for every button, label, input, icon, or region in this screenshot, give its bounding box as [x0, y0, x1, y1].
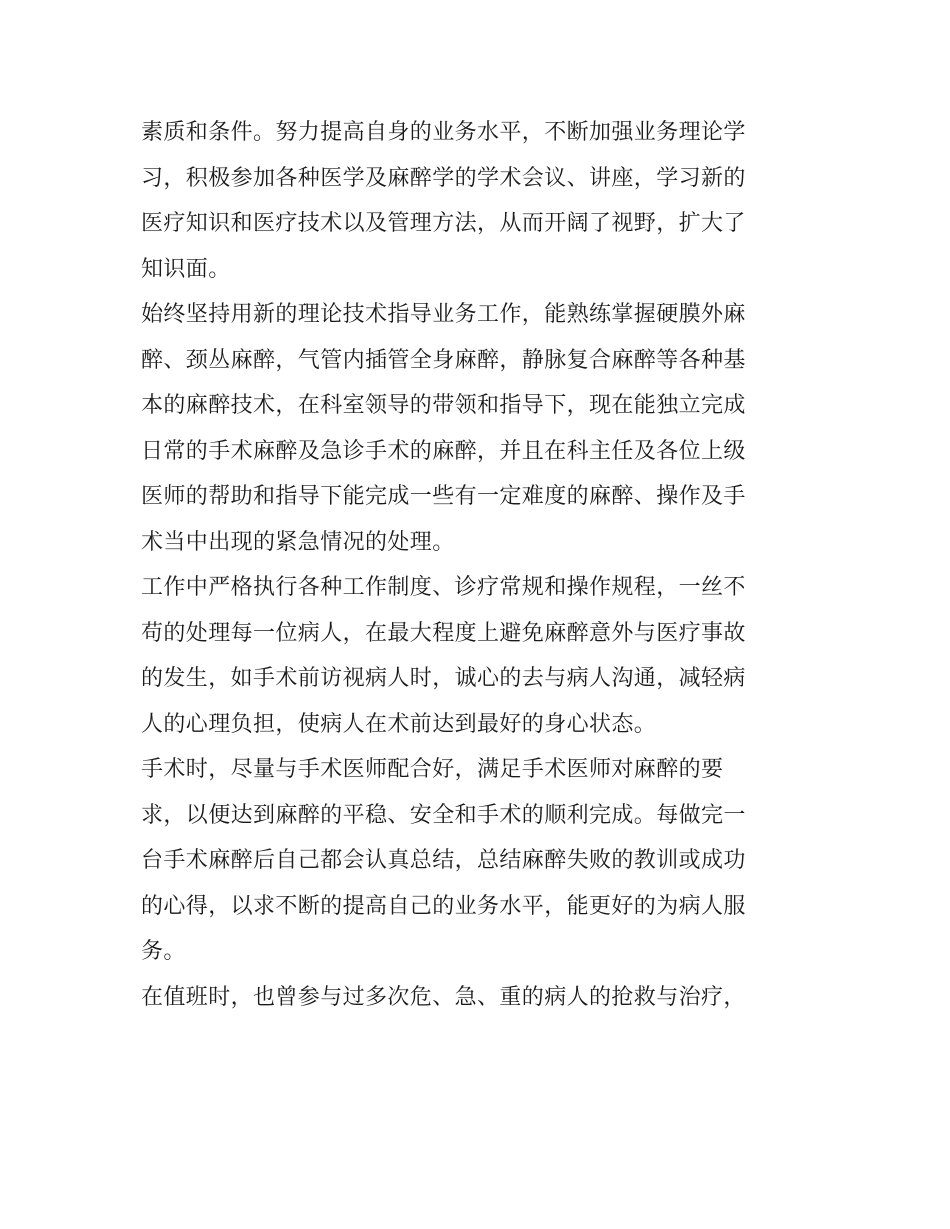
text-line: 手术时，尽量与手术医师配合好，满足手术医师对麻醉的要 [141, 757, 724, 782]
text-line: 的心得，以求不断的提高自己的业务水平，能更好的为病人服 [141, 893, 746, 919]
text-line: 求，以便达到麻醉的平稳、安全和手术的顺利完成。每做完一 [141, 802, 746, 828]
text-line: 务。 [141, 939, 186, 964]
text-line: 工作中严格执行各种工作制度、诊疗常规和操作规程，一丝不 [141, 575, 746, 600]
text-line: 台手术麻醉后自己都会认真总结，总结麻醉失败的教训或成功 [141, 848, 746, 873]
text-line: 习，积极参加各种医学及麻醉学的学术会议、讲座，学习新的 [141, 165, 746, 191]
text-line: 始终坚持用新的理论技术指导业务工作，能熟练掌握硬膜外麻 [141, 302, 746, 327]
document-body [141, 110, 821, 1020]
text-line: 素质和条件。努力提高自身的业务水平，不断加强业务理论学 [141, 120, 746, 145]
text-line: 知识面。 [141, 256, 231, 282]
text-line: 日常的手术麻醉及急诊手术的麻醉，并且在科主任及各位上级 [141, 438, 746, 464]
text-line: 的发生，如手术前访视病人时，诚心的去与病人沟通，减轻病 [141, 666, 746, 691]
text-line: 术当中出现的紧急情况的处理。 [141, 529, 455, 555]
text-line: 苟的处理每一位病人，在最大程度上避免麻醉意外与医疗事故 [141, 620, 746, 646]
text-line: 医疗知识和医疗技术以及管理方法，从而开阔了视野，扩大了 [141, 211, 746, 236]
text-line: 医师的帮助和指导下能完成一些有一定难度的麻醉、操作及手 [141, 484, 746, 509]
text-line: 本的麻醉技术，在科室领导的带领和指导下，现在能独立完成 [141, 393, 746, 418]
text-line: 在值班时，也曾参与过多次危、急、重的病人的抢救与治疗， [141, 984, 746, 1010]
text-line: 人的心理负担，使病人在术前达到最好的身心状态。 [141, 711, 657, 737]
text-line: 醉、颈丛麻醉，气管内插管全身麻醉，静脉复合麻醉等各种基 [141, 347, 746, 373]
